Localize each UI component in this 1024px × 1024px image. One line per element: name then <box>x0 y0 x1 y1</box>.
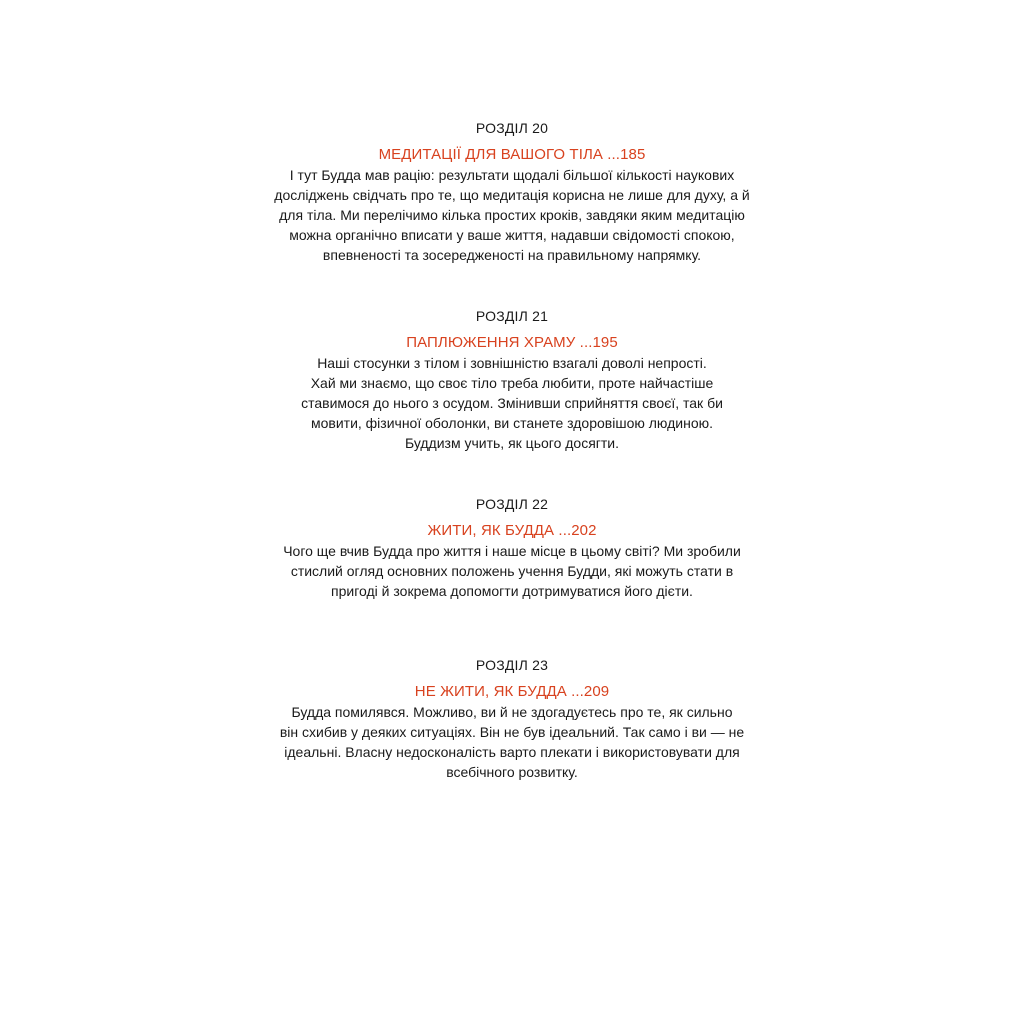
description-line: стислий огляд основних положень учення Будди, які можуть стати в <box>290 563 734 579</box>
chapter-description <box>252 702 772 782</box>
chapter-description <box>252 353 772 453</box>
chapter-description <box>252 541 772 601</box>
chapter-label: РОЗДІЛ 21 <box>475 308 549 324</box>
chapter-label: РОЗДІЛ 20 <box>475 120 549 136</box>
chapter-23-section <box>0 656 1024 782</box>
chapter-21-section <box>0 307 1024 453</box>
description-line: пригоді й зокрема допомогти дотримуватися його дієти. <box>331 583 693 599</box>
description-line: Наші стосунки з тілом і зовнішністю взагалі доволі непрості. <box>317 355 707 371</box>
chapter-title: НЕ ЖИТИ, ЯК БУДДА ...209 <box>414 683 610 700</box>
chapter-label: РОЗДІЛ 22 <box>475 496 549 512</box>
description-line: І тут Будда мав рацію: результати щодалі більшої кількості наукових <box>289 167 735 183</box>
chapter-title: ЖИТИ, ЯК БУДДА ...202 <box>427 522 597 539</box>
chapter-22-section <box>0 495 1024 601</box>
description-line: досліджень свідчать про те, що медитація корисна не лише для духу, а й <box>274 187 750 203</box>
description-line: мовити, фізичної оболонки, ви станете здоровішою людиною. <box>310 415 713 431</box>
description-line: впевненості та зосередженості на правильному напрямку. <box>322 247 702 263</box>
description-line: Чого ще вчив Будда про життя і наше місце в цьому світі? Ми зробили <box>283 543 741 559</box>
description-line: ставимося до нього з осудом. Змінивши сприйняття своєї, так би <box>301 395 723 411</box>
chapter-title: ПАПЛЮЖЕННЯ ХРАМУ ...195 <box>406 334 618 351</box>
chapter-label: РОЗДІЛ 23 <box>475 657 549 673</box>
description-line: можна органічно вписати у ваше життя, надавши свідомості спокою, <box>289 227 735 243</box>
chapter-20-section <box>0 119 1024 265</box>
description-line: Будда помилявся. Можливо, ви й не здогадуєтесь про те, як сильно <box>291 704 733 720</box>
description-line: він схибив у деяких ситуаціях. Він не був ідеальний. Так само і ви — не <box>279 724 745 740</box>
description-line: всебічного розвитку. <box>446 764 578 780</box>
description-line: Буддизм учить, як цього досягти. <box>404 435 620 451</box>
description-line: Хай ми знаємо, що своє тіло треба любити, проте найчастіше <box>310 375 714 391</box>
description-line: для тіла. Ми перелічимо кілька простих кроків, завдяки яким медитацію <box>279 207 745 223</box>
chapter-title: МЕДИТАЦІЇ ДЛЯ ВАШОГО ТІЛА ...185 <box>378 146 646 163</box>
chapter-description <box>252 165 772 265</box>
description-line: ідеальні. Власну недосконалість варто плекати і використовувати для <box>284 744 740 760</box>
